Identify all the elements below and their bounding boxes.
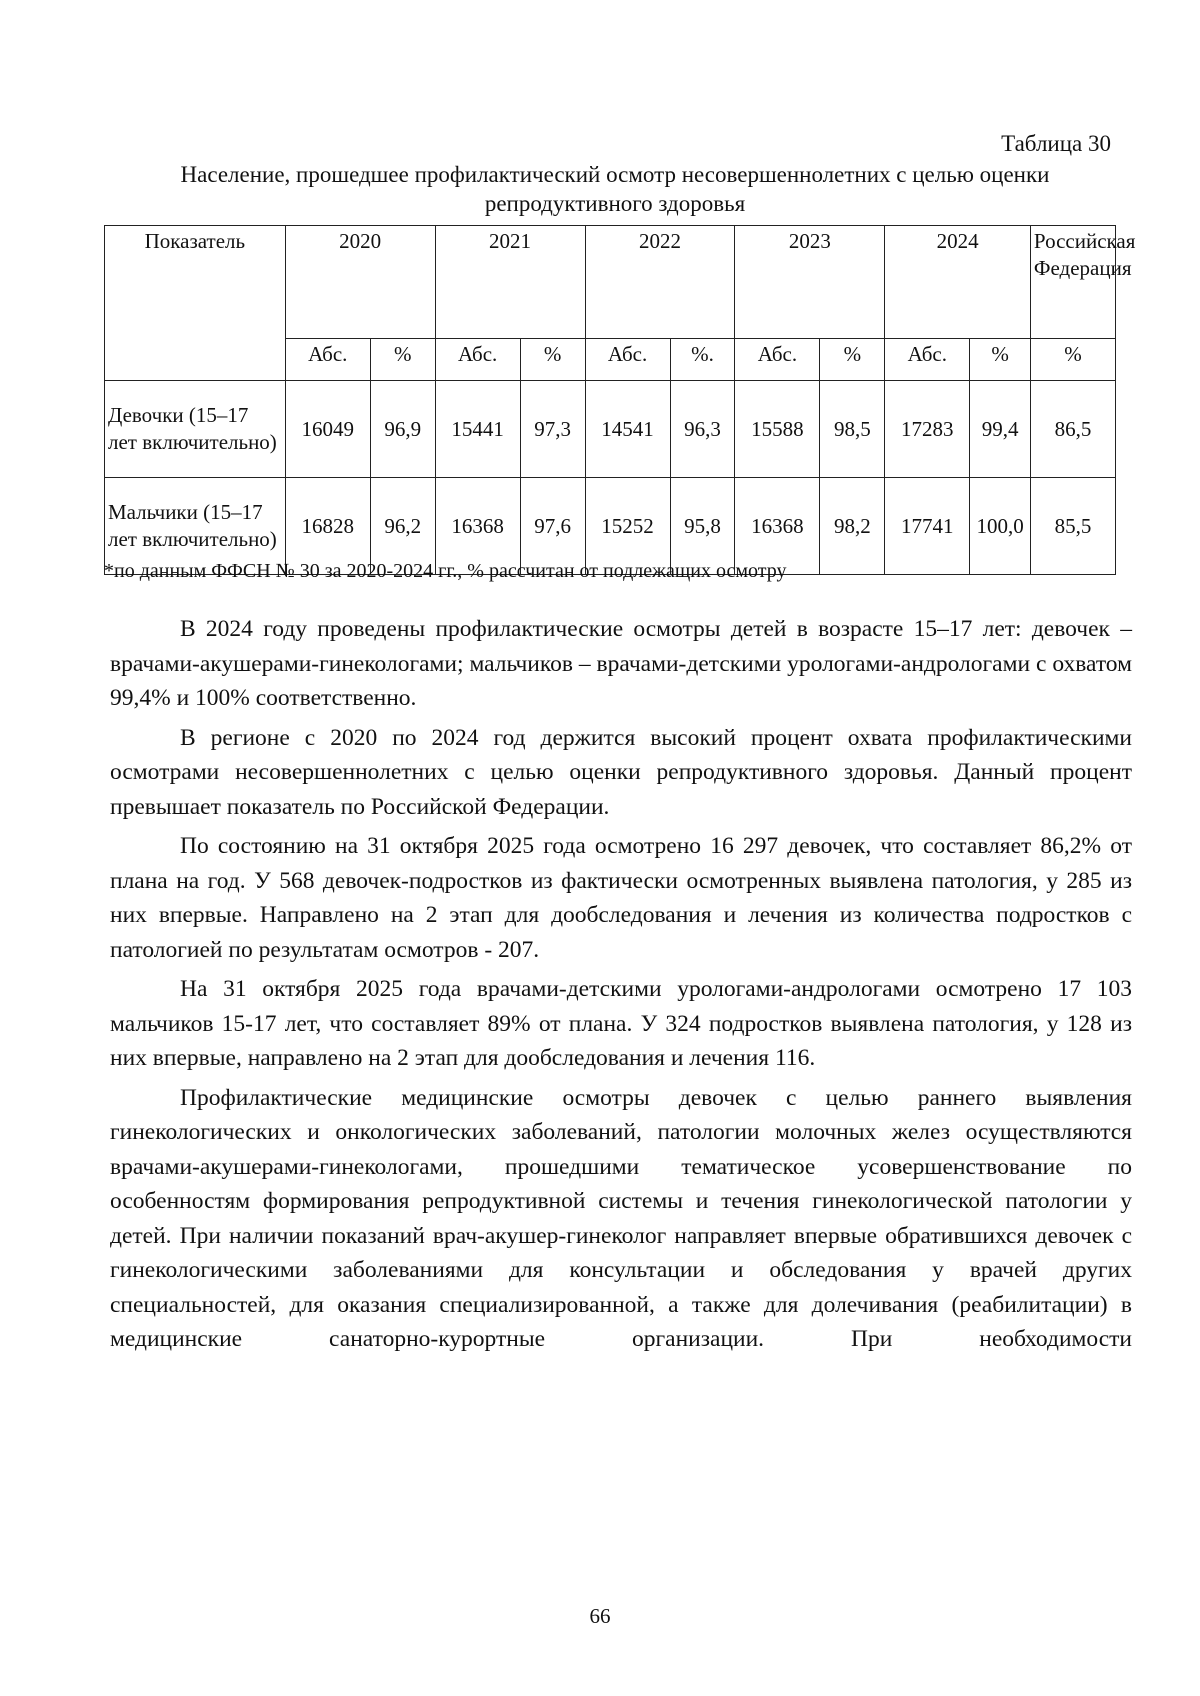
table-cell: 97,3 [520, 381, 585, 478]
table-cell: 16828 [285, 478, 370, 575]
header-rf: Российская Федерация [1030, 226, 1115, 339]
table-row-girls [105, 381, 1116, 478]
table-cell: 97,6 [520, 478, 585, 575]
table-cell: 86,5 [1030, 381, 1115, 478]
subheader-cell: Абс. [885, 339, 970, 381]
subheader-cell: Абс. [435, 339, 520, 381]
body-text [110, 612, 1132, 1362]
table-cell: 98,5 [820, 381, 885, 478]
table-cell: 100,0 [970, 478, 1031, 575]
table-cell: 17741 [885, 478, 970, 575]
paragraph: Профилактические медицинские осмотры девочек с целью раннего выявления гинекологических и онкологических заболеваний, патологии молочных желез осуществляются врачами-акушерами-гинекологами, прошедшими тематическое усовершенствование по особенностям формирования репродуктивной системы и течения гинекологической патологии у детей. При наличии показаний врач-акушер-гинеколог направляет впервые обратившихся девочек с гинекологическими заболеваниями для консультации и обследования у врачей других специальностей, для оказания специализированной, а также для долечивания (реабилитации) в медицинские санаторно-курортные организации. При необходимости [110, 1084, 1132, 1352]
table-cell: 16368 [435, 478, 520, 575]
table-number: Таблица 30 [1001, 131, 1111, 156]
table-cell: 98,2 [820, 478, 885, 575]
table-cell: 15441 [435, 381, 520, 478]
paragraph: В 2024 году проведены профилактические осмотры детей в возрасте 15–17 лет: девочек – врачами-акушерами-гинекологами; мальчиков – врачами-детскими урологами-андрологами с охватом 99,4% и 100% соответственно. [110, 616, 1132, 711]
subheader-cell: % [970, 339, 1031, 381]
table-cell: 96,3 [670, 381, 735, 478]
subheader-cell: Абс. [585, 339, 670, 381]
header-year: 2021 [435, 226, 585, 339]
table-cell: 96,2 [370, 478, 435, 575]
data-table [104, 225, 1136, 575]
table-cell: 14541 [585, 381, 670, 478]
subheader-cell: Абс. [735, 339, 820, 381]
paragraph: По состоянию на 31 октября 2025 года осмотрено 16 297 девочек, что составляет 86,2% от плана на год. У 568 девочек-подростков из фактически осмотренных выявлена патология, у 285 из них впервые. Направлено на 2 этап для дообследования и лечения из количества подростков с патологией по результатам осмотров - 207. [110, 833, 1132, 963]
table-cell: 85,5 [1030, 478, 1115, 575]
header-year: 2022 [585, 226, 735, 339]
subheader-cell: % [370, 339, 435, 381]
header-year: 2020 [285, 226, 435, 339]
page-number: 66 [589, 1604, 611, 1628]
subheader-cell: %. [670, 339, 735, 381]
table-footnote: *по данным ФФСН № 30 за 2020-2024 гг., % рассчитан от подлежащих осмотру [104, 560, 787, 582]
subheader-cell: % [1030, 339, 1115, 381]
table-cell: 95,8 [670, 478, 735, 575]
subheader-cell: % [820, 339, 885, 381]
table-cell: 99,4 [970, 381, 1031, 478]
table-cell: 16049 [285, 381, 370, 478]
row-label: Мальчики (15–17 лет включительно) [105, 478, 286, 575]
subheader-cell: % [520, 339, 585, 381]
header-indicator: Показатель [105, 226, 286, 381]
paragraph: На 31 октября 2025 года врачами-детскими урологами-андрологами осмотрено 17 103 мальчиков 15-17 лет, что составляет 89% от плана. У 324 подростков выявлена патология, у 128 из них впервые, направлено на 2 этап для дообследования и лечения 116. [110, 976, 1132, 1071]
header-year: 2024 [885, 226, 1031, 339]
table-cell: 96,9 [370, 381, 435, 478]
header-year: 2023 [735, 226, 885, 339]
table-caption: Население, прошедшее профилактический осмотр несовершеннолетних с целью оценки репродуктивного здоровья [180, 162, 1050, 216]
table-cell: 16368 [735, 478, 820, 575]
table-cell: 17283 [885, 381, 970, 478]
table-cell: 15252 [585, 478, 670, 575]
paragraph: В регионе с 2020 по 2024 год держится высокий процент охвата профилактическими осмотрами несовершеннолетних с целью оценки репродуктивного здоровья. Данный процент превышает показатель по Российской Федерации. [110, 724, 1132, 820]
subheader-cell: Абс. [285, 339, 370, 381]
table-cell: 15588 [735, 381, 820, 478]
row-label: Девочки (15–17 лет включительно) [105, 381, 286, 478]
